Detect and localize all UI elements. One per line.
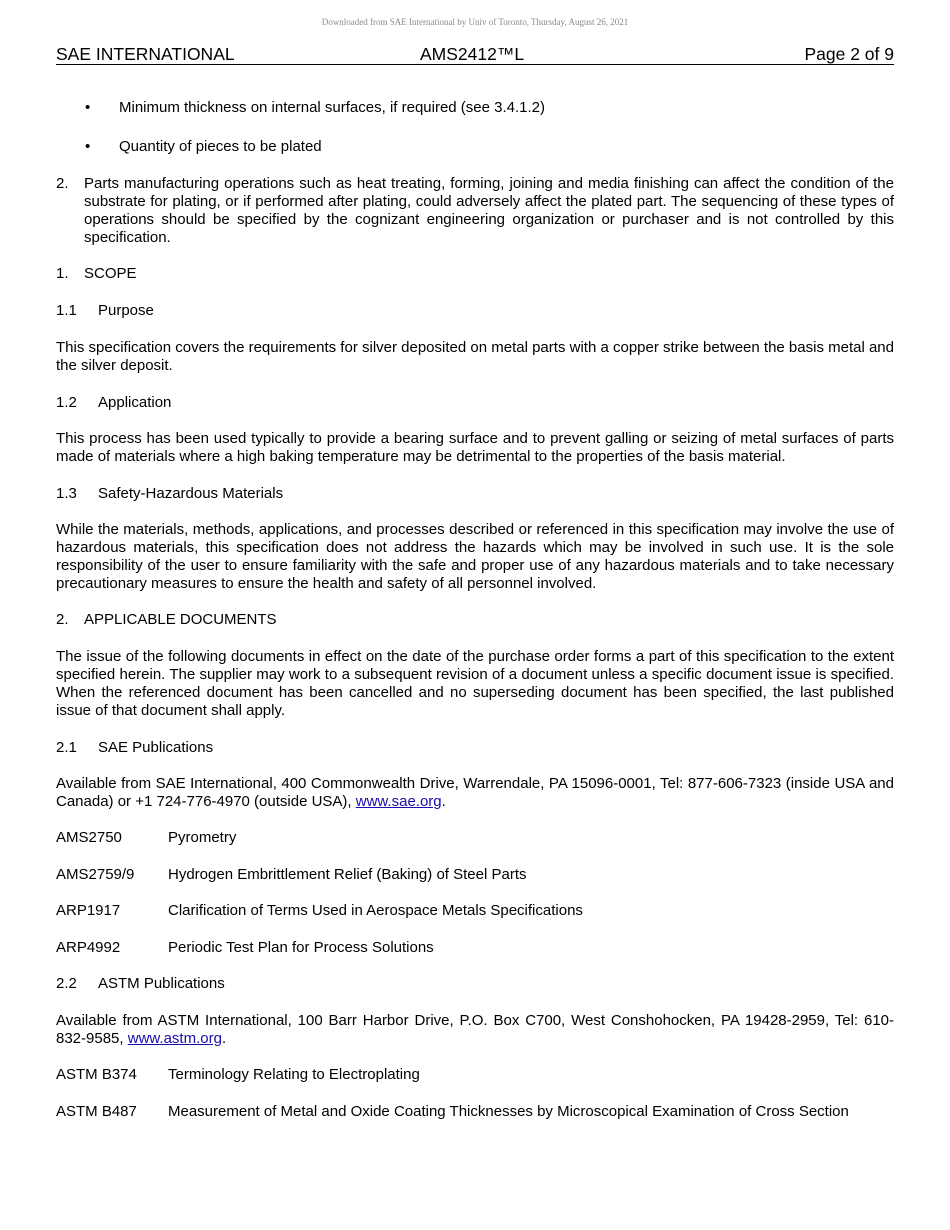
sae-website-link[interactable]: www.sae.org	[355, 793, 442, 810]
header-document-number: AMS2412™L	[420, 44, 525, 64]
section-1-3-text: While the materials, methods, applications, and processes described or referenced in this specification may involve the use of hazardous materials, this specification does not address the hazards which may be involved in such use. It is the sole responsibility of the user to ensure familiarity with the safe and proper use of any hazardous materials and to take necessary precautionary measures to ensure the health and safety of all personnel involved.	[56, 521, 894, 592]
availability-text: Available from ASTM International, 100 Barr Harbor Drive, P.O. Box C700, West Conshohocken, PA 19428-2959, Tel: 610-832-9585,	[56, 1012, 894, 1047]
section-number: 1.	[56, 265, 69, 282]
reference-title: Pyrometry	[168, 829, 237, 846]
reference-code: AMS2750	[56, 829, 122, 846]
astm-availability	[56, 1012, 894, 1048]
reference-title: Measurement of Metal and Oxide Coating Thicknesses by Microscopical Examination of Cross Section	[168, 1103, 849, 1120]
section-number: 1.3	[56, 485, 77, 502]
reference-code: ASTM B487	[56, 1103, 137, 1120]
reference-code: AMS2759/9	[56, 866, 135, 883]
note-2	[56, 175, 894, 247]
reference-code: ARP1917	[56, 902, 121, 919]
section-title: SCOPE	[84, 265, 137, 282]
section-2-1-heading	[56, 739, 894, 757]
reference-item	[56, 1066, 894, 1084]
download-watermark: Downloaded from SAE International by Univ of Toronto, Thursday, August 26, 2021	[321, 17, 629, 27]
section-1-heading	[56, 265, 894, 283]
section-1-1-text: This specification covers the requirements for silver deposited on metal parts with a copper strike between the basis metal and the silver deposit.	[56, 339, 894, 374]
section-number: 2.2	[56, 975, 77, 992]
document-body	[56, 99, 894, 1121]
section-title: Application	[98, 394, 172, 411]
reference-item	[56, 866, 894, 884]
reference-item	[56, 1103, 894, 1121]
section-title: Purpose	[98, 302, 154, 319]
bullet-text: Minimum thickness on internal surfaces, if required (see 3.4.1.2)	[119, 99, 546, 116]
section-2-text: The issue of the following documents in effect on the date of the purchase order forms a part of this specification to the extent specified herein. The supplier may work to a subsequent revision of a document unless a specific document issue is specified. When the referenced document has been cancelled and no superseding document has been specified, the last published issue of that document shall apply.	[56, 648, 894, 719]
sae-availability	[56, 775, 894, 811]
reference-title: Periodic Test Plan for Process Solutions	[168, 939, 434, 956]
section-title: ASTM Publications	[98, 975, 225, 992]
availability-end: .	[221, 1030, 227, 1047]
section-2-2-heading	[56, 975, 894, 993]
page-header	[56, 44, 894, 65]
reference-title: Terminology Relating to Electroplating	[168, 1066, 420, 1083]
section-title: APPLICABLE DOCUMENTS	[84, 611, 277, 628]
section-1-2-heading	[56, 394, 894, 412]
bullet-item	[56, 138, 894, 156]
note-text: Parts manufacturing operations such as heat treating, forming, joining and media finishing can affect the condition of the substrate for plating, or if performed after plating, could adversely affect the plated part. The sequencing of these types of operations should be specified by the cognizant engineering organization or purchaser and is not controlled by this specification.	[84, 175, 894, 246]
reference-item	[56, 939, 894, 957]
bullet-dot-icon: •	[85, 99, 91, 116]
section-number: 1.1	[56, 302, 77, 319]
reference-code: ARP4992	[56, 939, 121, 956]
bullet-text: Quantity of pieces to be plated	[119, 138, 322, 155]
reference-title: Hydrogen Embrittlement Relief (Baking) of Steel Parts	[168, 866, 527, 883]
availability-end: .	[441, 793, 446, 810]
reference-code: ASTM B374	[56, 1066, 137, 1083]
astm-website-link[interactable]: www.astm.org	[127, 1030, 222, 1047]
section-title: Safety-Hazardous Materials	[98, 485, 284, 502]
header-page-number: Page 2 of 9	[804, 44, 894, 64]
section-number: 2.1	[56, 739, 77, 756]
section-title: SAE Publications	[98, 739, 214, 756]
section-number: 1.2	[56, 394, 77, 411]
header-organization: SAE INTERNATIONAL	[56, 44, 235, 64]
bullet-dot-icon: •	[85, 138, 91, 155]
section-1-1-heading	[56, 302, 894, 320]
note-number: 2.	[56, 175, 69, 192]
section-1-2-text: This process has been used typically to provide a bearing surface and to prevent galling or seizing of metal surfaces of parts made of materials where a high baking temperature may be detrimental to the properties of the basis material.	[56, 430, 894, 465]
reference-item	[56, 902, 894, 920]
bullet-item	[56, 99, 894, 117]
reference-title: Clarification of Terms Used in Aerospace Metals Specifications	[168, 902, 583, 919]
reference-item	[56, 829, 894, 847]
section-2-heading	[56, 611, 894, 629]
section-1-3-heading	[56, 485, 894, 503]
availability-text: Available from SAE International, 400 Commonwealth Drive, Warrendale, PA 15096-0001, Tel: 877-606-7323 (inside USA and Canada) or +1 724-776-4970 (outside USA),	[56, 775, 894, 810]
section-number: 2.	[56, 611, 69, 628]
